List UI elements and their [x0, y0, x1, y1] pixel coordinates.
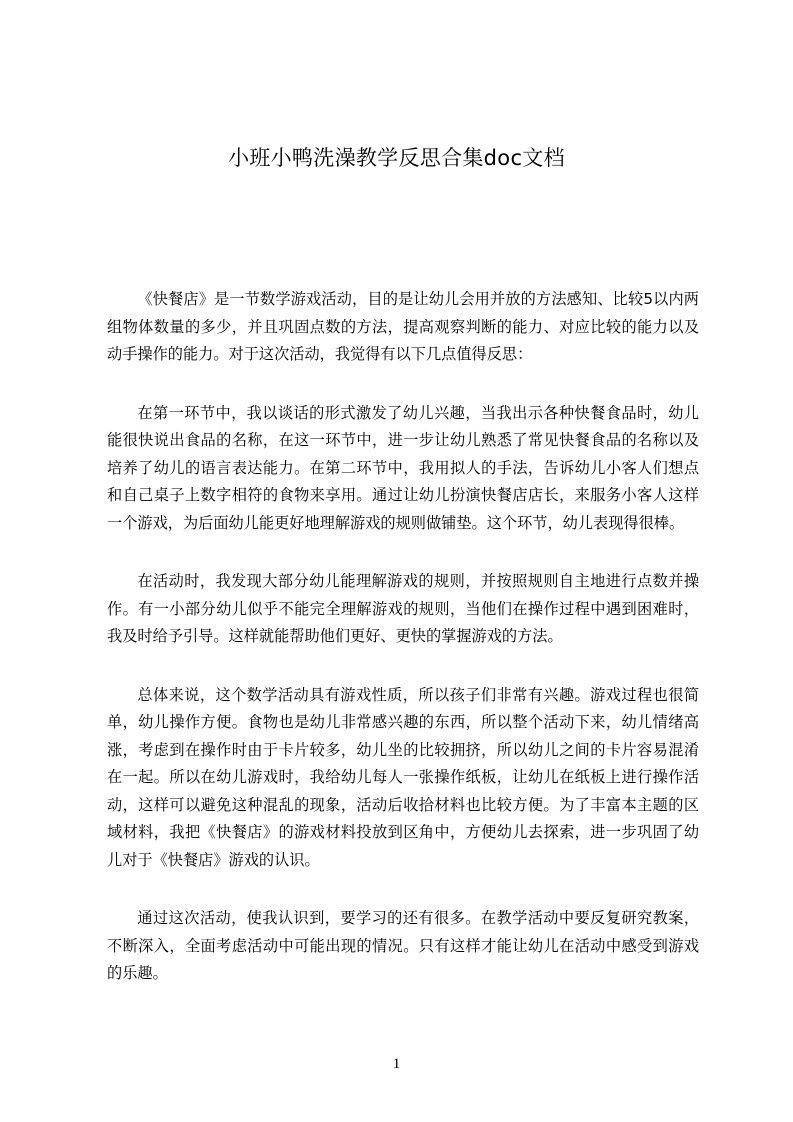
page-number: 1	[392, 1056, 401, 1072]
paragraph-5: 通过这次活动，使我认识到，要学习的还有很多。在教学活动中要反复研究教案，不断深入，全面考虑活动中可能出现的情况。只有这样才能让幼儿在活动中感受到游戏的乐趣。	[107, 909, 699, 982]
paragraph-1: 《快餐店》是一节数学游戏活动，目的是让幼儿会用并放的方法感知、比较5以内两组物体数量的多少，并且巩固点数的方法，提高观察判断的能力、对应比较的能力以及动手操作的能力。对于这次活动，我觉得有以下几点值得反思：	[107, 290, 699, 363]
document-title: 小班小鸭洗澡教学反思合集doc文档	[228, 146, 565, 170]
paragraph-4: 总体来说，这个数学活动具有游戏性质，所以孩子们非常有兴趣。游戏过程也很简单，幼儿操作方便。食物也是幼儿非常感兴趣的东西，所以整个活动下来，幼儿情绪高涨，考虑到在操作时由于卡片较多，幼儿坐的比较拥挤，所以幼儿之间的卡片容易混淆在一起。所以在幼儿游戏时，我给幼儿每人一张操作纸板，让幼儿在纸板上进行操作活动，这样可以避免这种混乱的现象，活动后收拾材料也比较方便。为了丰富本主题的区域材料，我把《快餐店》的游戏材料投放到区角中，方便幼儿去探索，进一步巩固了幼儿对于《快餐店》游戏的认识。	[107, 685, 699, 869]
paragraph-2: 在第一环节中，我以谈话的形式激发了幼儿兴趣，当我出示各种快餐食品时，幼儿能很快说出食品的名称，在这一环节中，进一步让幼儿熟悉了常见快餐食品的名称以及培养了幼儿的语言表达能力。在第二环节中，我用拟人的手法，告诉幼儿小客人们想点和自己桌子上数字相符的食物来享用。通过让幼儿扮演快餐店店长，来服务小客人这样一个游戏，为后面幼儿能更好地理解游戏的规则做铺垫。这个环节，幼儿表现得很棒。	[107, 403, 699, 532]
document-body	[107, 286, 699, 1019]
paragraph-3: 在活动时，我发现大部分幼儿能理解游戏的规则，并按照规则自主地进行点数并操作。有一小部分幼儿似乎不能完全理解游戏的规则，当他们在操作过程中遇到困难时，我及时给予引导。这样就能帮助他们更好、更快的掌握游戏的方法。	[107, 572, 699, 645]
